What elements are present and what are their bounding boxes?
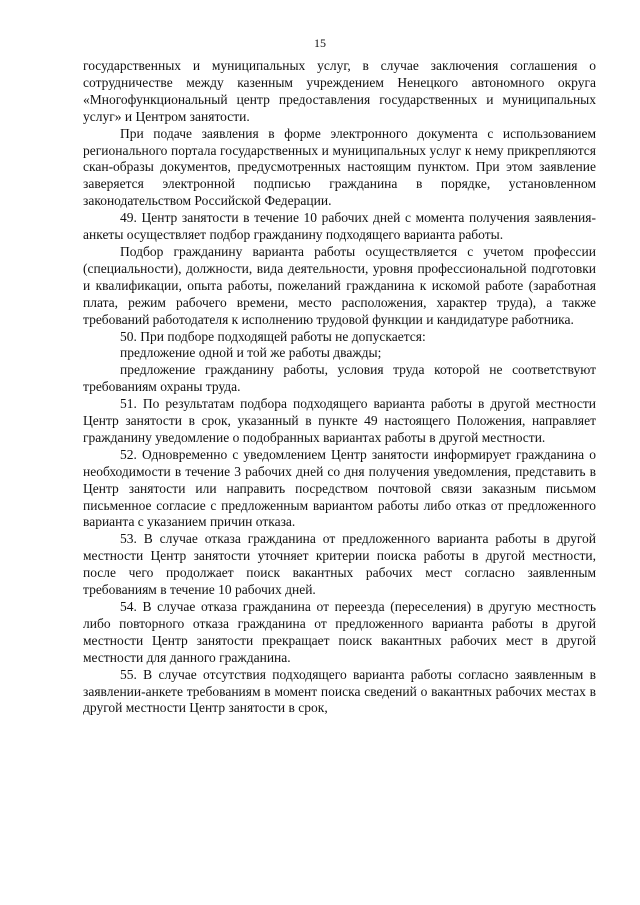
paragraph: 53. В случае отказа гражданина от предложенного варианта работы в другой местности Центр занятости уточняет критерии поиска работы в другой местности, после чего продолжает поиск вакантных рабочих мест согласно заявленным требованиям в течение 10 рабочих дней. (83, 531, 596, 598)
paragraph: Подбор гражданину варианта работы осуществляется с учетом профессии (специальности), должности, вида деятельности, уровня профессиональной подготовки и квалификации, опыта работы, пожеланий гражданина к искомой работе (заработная плата, режим рабочего времени, место расположения, характер труда), а также требований работодателя к исполнению трудовой функции и кандидатуре работника. (83, 243, 596, 327)
page-number: 15 (314, 36, 326, 50)
paragraph: При подаче заявления в форме электронного документа с использованием регионального портала государственных и муниципальных услуг к нему прикрепляются скан-образы документов, предусмотренных настоящим пунктом. При этом заявление заверяется электронной подписью гражданина в порядке, установленном законодательством Российской Федерации. (83, 125, 596, 209)
paragraph: 51. По результатам подбора подходящего варианта работы в другой местности Центр занятости в срок, указанный в пункте 49 настоящего Положения, направляет гражданину уведомление о подобранных вариантах работы в другой местности. (83, 396, 596, 445)
paragraph: предложение гражданину работы, условия труда которой не соответствуют требованиям охраны труда. (83, 362, 596, 395)
paragraph: предложение одной и той же работы дважды; (120, 345, 382, 361)
document-body (83, 58, 596, 717)
paragraph: 55. В случае отсутствия подходящего варианта работы согласно заявленным в заявлении-анкете требованиям в момент поиска сведений о вакантных рабочих местах в другой местности Центр занятости в срок, (83, 666, 596, 716)
paragraph: государственных и муниципальных услуг, в случае заключения соглашения о сотрудничестве между казенным учреждением Ненецкого автономного округа «Многофункциональный центр предоставления государственных и муниципальных услуг» и Центром занятости. (83, 58, 596, 124)
paragraph: 49. Центр занятости в течение 10 рабочих дней с момента получения заявления-анкеты осуществляет подбор гражданину подходящего варианта работы. (83, 210, 596, 243)
paragraph: 54. В случае отказа гражданина от переезда (переселения) в другую местность либо повторного отказа гражданина от предложенного варианта работы в другой местности Центр занятости прекращает поиск вакантных рабочих мест в другой местности для данного гражданина. (83, 599, 596, 665)
paragraph: 52. Одновременно с уведомлением Центр занятости информирует гражданина о необходимости в течение 3 рабочих дней со дня получения уведомления, представить в Центр занятости или направить посредством почтовой связи заказным письмом письменное согласие с предложенным вариантом работы либо отказ от предложенного варианта с указанием причин отказа. (83, 446, 596, 530)
paragraph: 50. При подборе подходящей работы не допускается: (120, 328, 426, 344)
